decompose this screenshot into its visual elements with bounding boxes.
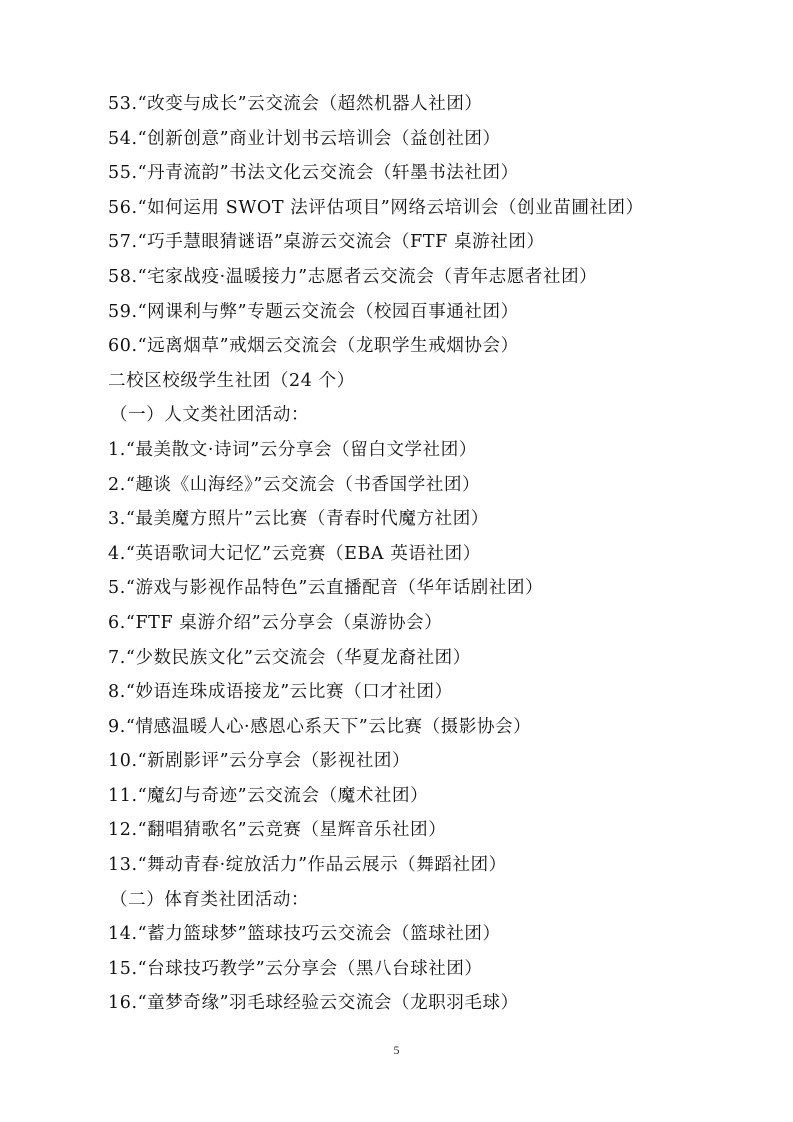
list-item: 9.“情感温暖人心·感恩心系天下”云比赛（摄影协会） [108,716,532,737]
page-number: 5 [393,1043,400,1057]
list-item: 2.“趣谈《山海经》”云交流会（书香国学社团） [108,474,481,495]
list-item: 58.“宅家战疫·温暖接力”志愿者云交流会（青年志愿者社团） [108,266,598,287]
list-item: 12.“翻唱猜歌名”云竞赛（星辉音乐社团） [108,820,447,841]
subsection-heading: （二）体育类社团活动： [110,889,310,910]
list-item: 5.“游戏与影视作品特色”云直播配音（华年话剧社团） [108,578,544,599]
list-item: 57.“巧手慧眼猜谜语”桌游云交流会（FTF 桌游社团） [108,232,545,253]
list-item: 53.“改变与成长”云交流会（超然机器人社团） [108,94,483,114]
list-item: 10.“新剧影评”云分享会（影视社团） [108,751,411,772]
list-item: 11.“魔幻与奇迹”云交流会（魔术社团） [108,785,429,806]
section-heading: 二校区校级学生社团（24 个） [108,370,355,391]
list-item: 1.“最美散文·诗词”云分享会（留白文学社团） [108,439,477,460]
list-item: 59.“网课利与弊”专题云交流会（校园百事通社团） [108,301,519,322]
list-item: 55.“丹青流韵”书法文化云交流会（轩墨书法社团） [108,163,519,184]
list-item: 15.“台球技巧教学”云分享会（黑八台球社团） [108,958,483,979]
text-body [108,87,748,1021]
subsection-heading: （一）人文类社团活动： [110,405,310,426]
list-item: 7.“少数民族文化”云交流会（华夏龙裔社团） [108,647,471,668]
list-item: 60.“远离烟草”戒烟云交流会（龙职学生戒烟协会） [108,336,519,357]
list-item: 4.“英语歌词大记忆”云竞赛（EBA 英语社团） [108,543,481,564]
list-item: 54.“创新创意”商业计划书云培训会（益创社团） [108,128,501,149]
list-item: 8.“妙语连珠成语接龙”云比赛（口才社团） [108,682,453,703]
list-item: 14.“蓄力篮球梦”篮球技巧云交流会（篮球社团） [108,924,501,945]
list-item: 13.“舞动青春·绽放活力”作品云展示（舞蹈社团） [108,855,507,876]
list-item: 6.“FTF 桌游介绍”云分享会（桌游协会） [108,612,443,633]
list-item: 3.“最美魔方照片”云比赛（青春时代魔方社团） [108,509,489,530]
list-item: 56.“如何运用 SWOT 法评估项目”网络云培训会（创业苗圃社团） [108,197,644,218]
list-item: 16.“童梦奇缘”羽毛球经验云交流会（龙职羽毛球） [108,993,519,1014]
